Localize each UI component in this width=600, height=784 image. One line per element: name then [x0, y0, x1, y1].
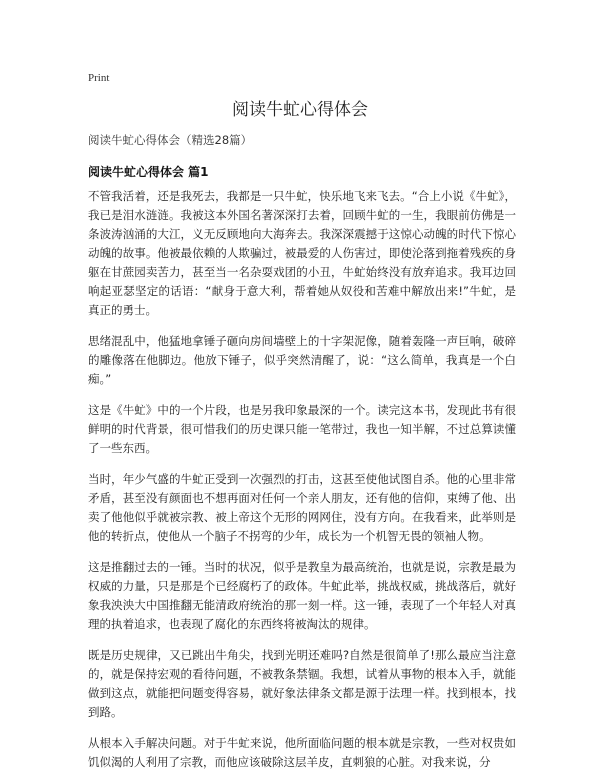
page-title: 阅读牛虻心得体会 — [232, 100, 368, 120]
document-subtitle: 阅读牛虻心得体会（精选28篇） — [88, 133, 253, 147]
section-heading: 阅读牛虻心得体会 篇1 — [88, 165, 209, 179]
paragraph: 当时，年少气盛的牛虻正受到一次强烈的打击，这甚至使他试图自杀。他的心里非常矛盾，甚至没有颜面也不想再面对任何一个亲人朋友，还有他的信仰，束缚了他、出卖了他他似乎就被宗教、被上帝这个无形的网网住，没有方向。在我看来，此举则是他的转折点，使他从一个脑子不拐弯的少年，成长为一个机智无畏的领袖人物。 — [88, 472, 516, 543]
paragraph: 不管我活着，还是我死去，我都是一只牛虻，快乐地飞来飞去。“合上小说《牛虻》，我已是泪水涟涟。我被这本外国名著深深打去着，回顾牛虻的一生，我眼前仿佛是一条波涛汹涌的大江，义无反顾地向大海奔去。我深深震撼于这惊心动魄的时代下惊心动魄的故事。他被最依赖的人欺骗过，被最爱的人伤害过，即使沦落到拖着残疾的身躯在甘蔗园卖苦力，甚至当一名杂耍戏团的小丑，牛虻始终没有放弃追求。我耳边回响起亚瑟坚定的话语：“献身于意大利，帮着她从奴役和苦难中解放出来!”牛虻，是真正的勇士。 — [88, 189, 516, 317]
article-body — [88, 187, 516, 784]
paragraph: 既是历史规律，又已跳出牛角尖，找到光明还难吗?自然是很简单了!那么最应当注意的，就是保持宏观的看待问题，不被教条禁锢。我想，试着从事物的根本入手，就能做到这点，就能把问题变得容易，就好象法律条文都是源于法理一样。找到根本，找到路。 — [88, 648, 516, 719]
paragraph: 从根本入手解决问题。对于牛虻来说，他所面临问题的根本就是宗教，一些对权贵如饥似渴的人利用了宗教，而他应该破除这层羊皮，直刺狼的心脏。对我来说，分 — [88, 736, 516, 769]
print-link[interactable]: Print — [88, 72, 110, 84]
paragraph: 这是推翻过去的一锤。当时的状况，似乎是教皇为最高统治，也就是说，宗教是最为权威的力量，只是那是个已经腐朽了的政体。牛虻此举，挑战权威，挑战落后，就好象我泱泱大中国推翻无能清政府统治的那一刻一样。这一锤，表现了一个年轻人对真理的执着追求，也表现了腐化的东西终将被淘汰的规律。 — [88, 560, 516, 631]
paragraph: 这是《牛虻》中的一个片段，也是另我印象最深的一个。读完这本书，发现此书有很鲜明的时代背景，很可惜我们的历史课只能一笔带过，我也一知半解，不过总算读懂了一些东西。 — [88, 403, 516, 455]
paragraph: 思绪混乱中，他猛地拿锤子砸向房间墙壁上的十字架泥像，随着轰隆一声巨响，破碎的雕像落在他脚边。他放下锤子，似乎突然清醒了，说：“这么简单，我真是一个白痴。” — [88, 334, 516, 386]
